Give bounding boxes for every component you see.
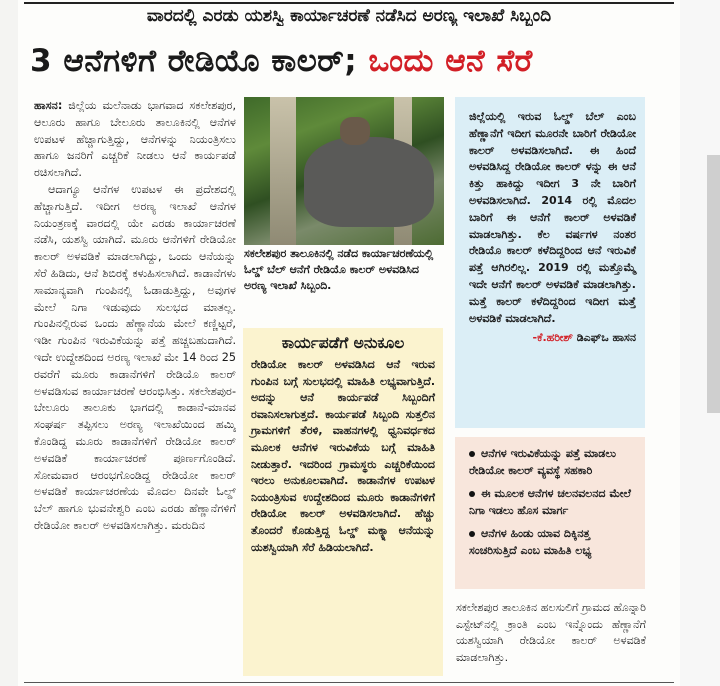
bullet-item: ಆನೆಗಳ ಹಿಂಡು ಯಾವ ದಿಕ್ಕಿನತ್ತ ಸಂಚರಿಸುತ್ತಿದೆ ಎಂಬ ಮಾಹಿತಿ ಲಭ್ಯ [469, 527, 592, 557]
article-kicker: ವಾರದಲ್ಲಿ ಎರಡು ಯಶಸ್ವಿ ಕಾರ್ಯಾಚರಣೆ ನಡೆಸಿದ ಅರಣ್ಯ ಇಲಾಖೆ ಸಿಬ್ಬಂದಿ [146, 6, 552, 26]
photo-elephant [304, 137, 434, 227]
headline-main: 3 ಆನೆಗಳಿಗೆ ರೇಡಿಯೊ ಕಾಲರ್; [30, 43, 358, 79]
bullet-dot-icon [469, 491, 475, 497]
article-headline [30, 43, 670, 80]
signature-name: -ಕೆ.ಹರೀಶ್ [532, 331, 573, 345]
right-bottom-paragraph: ಸಕಲೇಶಪುರ ತಾಲೂಕಿನ ಹಲಸುಲಿಗೆ ಗ್ರಾಮದ ಹೊನ್ನಾರಿ ಎಸ್ಟೇಟ್‌ನಲ್ಲಿ ಕ್ರಾಂತಿ ಎಂಬ ಇನ್ನೊಂದು ಹೆಣ್ಣಾನೆಗೆ ಯಶಸ್ವಿಯಾಗಿ ರೇಡಿಯೋ ಕಾಲರ್ ಅಳವಡಿಕೆ ಮಾಡಲಾಗಿತ್ತು. [456, 601, 646, 664]
info-box-text: ಜಿಲ್ಲೆಯಲ್ಲಿ ಇರುವ ಓಲ್ಡ್ ಬೆಲ್ ಎಂಬ ಹೆಣ್ಣಾನೆಗೆ ಇದೀಗ ಮೂರನೇ ಬಾರಿಗೆ ರೇಡಿಯೋ ಕಾಲರ್ ಅಳವಡಿಸಲಾಗಿದೆ. ಈ ಹಿಂದೆ ಅಳವಡಿಸಿದ್ದ ರೇಡಿಯೋ ಕಾಲರ್ ಳನ್ನು ಈ ಆನೆ ಕಿತ್ತು ಹಾಕಿದ್ದು ಇದೀಗ 3 ನೇ ಬಾರಿಗೆ ಅಳವಡಿಸಲಾಗಿದೆ. 2014 ರಲ್ಲಿ ಮೊದಲ ಬಾರಿಗೆ ಈ ಆನೆಗೆ ಕಾಲರ್ ಅಳವಡಿಕೆ ಮಾಡಲಾಗಿತ್ತು. ಕೆಲ ವರ್ಷಗಳ ನಂತರ ರೇಡಿಯೊ ಕಾಲರ್ ಕಳೆದಿದ್ದರಿಂದ ಆನೆ ಇರುವಿಕೆ ಪತ್ತೆ ಆಗಿರಲಿಲ್ಲ. 2019 ರಲ್ಲಿ ಮತ್ತೊಮ್ಮೆ ಇದೇ ಆನೆಗೆ ಕಾಲರ್ ಅಳವಡಿಕೆ ಮಾಡಲಾಗಿತ್ತು. ಮತ್ತೆ ಕಾಲರ್ ಕಳೆದಿದ್ದರಿಂದ ಇದೀಗ ಮತ್ತೆ ಅಳವಡಿಕೆ ಮಾಡಲಾಗಿದೆ. [469, 110, 636, 325]
info-box [455, 97, 645, 428]
elephant-photo [244, 97, 444, 245]
page-left-gutter [0, 0, 19, 686]
benefit-box-text: ರೇಡಿಯೋ ಕಾಲರ್ ಅಳವಡಿಸಿದ ಆನೆ ಇರುವ ಗುಂಪಿನ ಬಗ್ಗೆ ಸುಲಭದಲ್ಲಿ ಮಾಹಿತಿ ಲಭ್ಯವಾಗುತ್ತಿದೆ. ಅದನ್ನು ಆನೆ ಕಾರ್ಯಪಡೆ ಸಿಬ್ಬಂದಿಗೆ ರವಾನಿಸಲಾಗುತ್ತದೆ. ಕಾರ್ಯಪಡೆ ಸಿಬ್ಬಂದಿ ಸುತ್ತಲಿನ ಗ್ರಾಮಗಳಿಗೆ ತೆರಳಿ, ವಾಹನಗಳಲ್ಲಿ ಧ್ವನಿವರ್ಧಕದ ಮೂಲಕ ಆನೆಗಳ ಇರುವಿಕೆಯ ಬಗ್ಗೆ ಮಾಹಿತಿ ನೀಡುತ್ತಾರೆ. ಇದರಿಂದ ಗ್ರಾಮಸ್ಥರು ಎಚ್ಚರಿಕೆಯಿಂದ ಇರಲು ಅನುಕೂಲವಾಗಿದೆ. ಕಾಡಾನೆಗಳ ಉಪಟಳ ನಿಯಂತ್ರಿಸುವ ಉದ್ದೇಶದಿಂದ ಮೂರು ಕಾಡಾನೆಗಳಿಗೆ ರೇಡಿಯೋ ಕಾಲರ್ ಅಳವಡಿಸಲಾಗಿದೆ. ಹೆಚ್ಚು ತೊಂದರೆ ಕೊಡುತ್ತಿದ್ದ ಓಲ್ಡ್ ಮಕ್ಕ್ನಾ ಆನೆಯನ್ನು ಯಶಸ್ವಿಯಾಗಿ ಸೆರೆ ಹಿಡಿಯಲಾಗಿದೆ. [251, 358, 435, 554]
signature-role: ಡಿಎಫ್ಒ ಹಾಸನ [576, 331, 636, 345]
article-body-column [34, 98, 236, 678]
bullet-item: ಆನೆಗಳ ಇರುವಿಕೆಯನ್ನು ಪತ್ತೆ ಮಾಡಲು ರೇಡಿಯೋ ಕಾಲರ್ ವ್ಯವಸ್ಥೆ ಸಹಕಾರಿ [469, 447, 616, 477]
bottom-rule [24, 682, 674, 683]
viewer-side-tab[interactable] [707, 155, 720, 413]
photo-caption: ಸಕಲೇಶಪುರ ತಾಲೂಕಿನಲ್ಲಿ ನಡೆದ ಕಾರ್ಯಾಚರಣೆಯಲ್ಲಿ ಓಲ್ಡ್ ಬೆಲ್ ಆನೆಗೆ ರೇಡಿಯೊ ಕಾಲರ್ ಅಳವಡಿಸಿದ ಅರಣ್ಯ ಇಲಾಖೆ ಸಿಬ್ಬಂದಿ. [244, 247, 434, 292]
bullet-list [455, 437, 645, 559]
body-paragraph-2: ಆದಾಗ್ಯೂ ಆನೆಗಳ ಉಪಟಳ ಈ ಪ್ರದೇಶದಲ್ಲಿ ಹೆಚ್ಚಾಗುತ್ತಿದೆ. ಇದೀಗ ಅರಣ್ಯ ಇಲಾಖೆ ಆನೆಗಳ ನಿಯಂತ್ರಣಕ್ಕೆ ವಾರದಲ್ಲಿ ಯೇ ಎರಡು ಕಾರ್ಯಾಚರಣೆ ನಡೆಸಿ, ಯಶಸ್ವಿ ಯಾಗಿದೆ. ಮೂರು ಆನೆಗಳಿಗೆ ರೇಡಿಯೋ ಕಾಲರ್ ಅಳವಡಿಕೆ ಮಾಡಲಾಗಿದ್ದು, ಒಂದು ಆನೆಯನ್ನು ಸೆರೆ ಹಿಡಿದು, ಆನೆ ಶಿಬಿರಕ್ಕೆ ಕಳುಹಿಸಲಾಗಿದೆ. ಕಾಡಾನೆಗಳು ಸಾಮಾನ್ಯವಾಗಿ ಗುಂಪಿನಲ್ಲಿ ಓಡಾಡುತ್ತಿದ್ದು, ಅವುಗಳ ಮೇಲೆ ನಿಗಾ ಇಡುವುದು ಸುಲಭದ ಮಾತಲ್ಲ. ಗುಂಪಿನಲ್ಲಿರುವ ಒಂದು ಹೆಣ್ಣಾನೆಯ ಮೇಲೆ ಕಣ್ಣಿಟ್ಟರೆ, ಇಡೀ ಗುಂಪಿನ ಇರುವಿಕೆಯನ್ನು ಪತ್ತೆ ಹಚ್ಚಬಹುದಾಗಿದೆ. ಇದೇ ಉದ್ದೇಶದಿಂದ ಅರಣ್ಯ ಇಲಾಖೆ ಮೇ 14 ರಿಂದ 25 ರವರೆಗೆ ಮೂರು ಕಾಡಾನೆಗಳಿಗೆ ರೇಡಿಯೊ ಕಾಲರ್ ಅಳವಡಿಸುವ ಕಾರ್ಯಾಚರಣೆ ಆರಂಭಿಸಿತ್ತು. ಸಕಲೇಶಪುರ-ಬೇಲೂರು ತಾಲೂಕು ಭಾಗದಲ್ಲಿ ಕಾಡಾನೆ-ಮಾನವ ಸಂಘರ್ಷ ತಪ್ಪಿಸಲು ಅರಣ್ಯ ಇಲಾಖೆಯಿಂದ ಹಮ್ಮಿ ಕೊಂಡಿದ್ದ ಮೂರು ಕಾಡಾನೆಗಳಿಗೆ ರೇಡಿಯೋ ಕಾಲರ್ ಅಳವಡಿಕೆ ಕಾರ್ಯಾಚರಣೆ ಪೂರ್ಣಗೊಂಡಿದೆ. ಸೋಮವಾರ ಆರಂಭಗೊಂಡಿದ್ದ ರೇಡಿಯೋ ಕಾಲರ್ ಅಳವಡಿಕೆ ಕಾರ್ಯಾಚರಣೆಯ ಮೊದಲ ದಿನವೇ ಓಲ್ಡ್ ಬೆಲ್ ಹಾಗೂ ಭುವನೇಶ್ವರಿ ಎಂಬ ಎರಡು ಹೆಣ್ಣಾನೆಗಳಿಗೆ ರೇಡಿಯೋ ಕಾಲರ್ ಅಳವಡಿಸಲಾಗಿತ್ತು. ಮರುದಿನ [34, 182, 236, 532]
photo-tree-trunk [270, 97, 296, 245]
bullet-box [455, 437, 645, 589]
benefit-box-title: ಕಾರ್ಯಪಡೆಗೆ ಅನುಕೂಲ [281, 334, 405, 352]
photo-mahout [340, 117, 370, 145]
benefit-box [243, 328, 443, 676]
bullet-dot-icon [469, 451, 475, 457]
bullet-item: ಈ ಮೂಲಕ ಆನೆಗಳ ಚಲನವಲನದ ಮೇಲೆ ನಿಗಾ ಇಡಲು ಹೊಸ ಮಾರ್ಗ [469, 487, 631, 517]
info-box-signature [455, 327, 645, 345]
top-rule [24, 2, 674, 4]
body-paragraph-1: ಹಾಸನ: ಜಿಲ್ಲೆಯ ಮಲೆನಾಡು ಭಾಗವಾದ ಸಕಲೇಶಪುರ, ಆಲೂರು ಹಾಗೂ ಬೇಲೂರು ತಾಲೂಕಿನಲ್ಲಿ ಆನೆಗಳ ಉಪಟಳ ಹೆಚ್ಚಾಗುತ್ತಿದ್ದು, ಆನೆಗಳನ್ನು ನಿಯಂತ್ರಿಸಲು ಹಾಗೂ ಜನರಿಗೆ ಎಚ್ಚರಿಕೆ ನೀಡಲು ಆನೆ ಕಾರ್ಯಪಡೆ ರಚಿಸಲಾಗಿದೆ. [34, 99, 236, 180]
dateline: ಹಾಸನ: [34, 99, 63, 112]
headline-accent: ಒಂದು ಆನೆ ಸೆರೆ [368, 43, 533, 79]
bullet-dot-icon [469, 531, 475, 537]
